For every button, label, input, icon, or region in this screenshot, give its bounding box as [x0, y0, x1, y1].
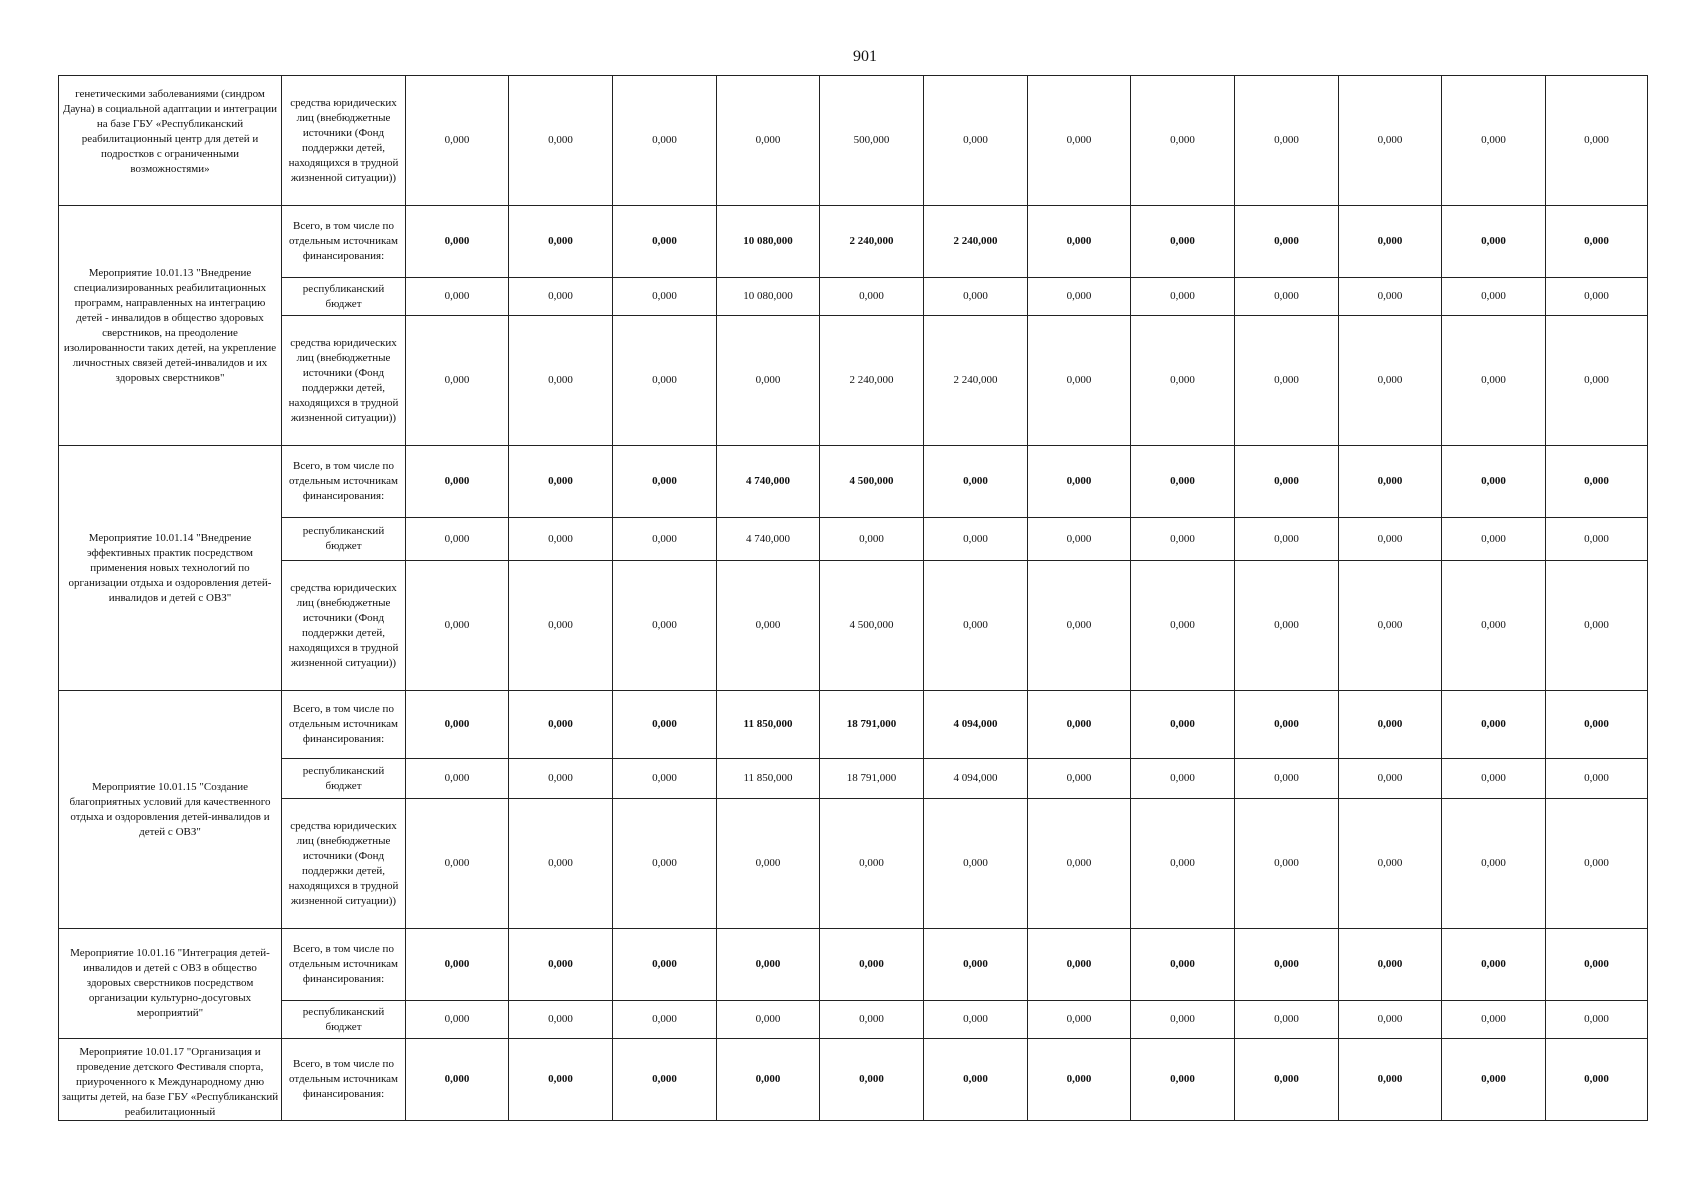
amount-cell: 0,000 [406, 929, 509, 1001]
amount-cell: 0,000 [1235, 759, 1339, 799]
amount-cell: 0,000 [1131, 1039, 1235, 1121]
amount-cell: 0,000 [1339, 76, 1442, 206]
table-row [59, 561, 1648, 691]
amount-cell: 0,000 [1546, 799, 1648, 929]
amount-cell: 0,000 [717, 929, 820, 1001]
amount-cell: 0,000 [1442, 278, 1546, 316]
amount-cell: 0,000 [1235, 278, 1339, 316]
amount-cell: 0,000 [613, 1039, 717, 1121]
amount-cell: 10 080,000 [717, 206, 820, 278]
funding-source: Всего, в том числе по отдельным источникам финансирования: [282, 929, 406, 1001]
table-row [59, 278, 1648, 316]
amount-cell: 0,000 [1442, 759, 1546, 799]
event-name-cell [59, 691, 282, 929]
amount-cell: 0,000 [1028, 278, 1131, 316]
amount-cell: 0,000 [1028, 316, 1131, 446]
amount-cell: 2 240,000 [820, 316, 924, 446]
amount-cell: 0,000 [1546, 278, 1648, 316]
amount-cell: 0,000 [406, 278, 509, 316]
amount-cell: 0,000 [509, 446, 613, 518]
amount-cell: 0,000 [1442, 691, 1546, 759]
amount-cell: 0,000 [1235, 518, 1339, 561]
amount-cell: 0,000 [406, 799, 509, 929]
amount-cell: 0,000 [613, 561, 717, 691]
amount-cell: 0,000 [613, 759, 717, 799]
amount-cell: 18 791,000 [820, 759, 924, 799]
amount-cell: 0,000 [717, 316, 820, 446]
amount-cell: 10 080,000 [717, 278, 820, 316]
amount-cell: 0,000 [1339, 691, 1442, 759]
funding-source: средства юридических лиц (внебюджетные источники (Фонд поддержки детей, находящихся в трудной жизненной ситуации)) [282, 76, 406, 206]
funding-source: Всего, в том числе по отдельным источникам финансирования: [282, 691, 406, 759]
amount-cell: 0,000 [717, 1039, 820, 1121]
event-name-cell [59, 446, 282, 691]
amount-cell: 0,000 [613, 316, 717, 446]
amount-cell: 0,000 [406, 446, 509, 518]
amount-cell: 0,000 [924, 799, 1028, 929]
amount-cell: 0,000 [509, 691, 613, 759]
amount-cell: 0,000 [1235, 691, 1339, 759]
amount-cell: 0,000 [1131, 561, 1235, 691]
amount-cell: 0,000 [1235, 316, 1339, 446]
amount-cell: 0,000 [1235, 1039, 1339, 1121]
amount-cell: 0,000 [1131, 206, 1235, 278]
amount-cell: 0,000 [1442, 929, 1546, 1001]
amount-cell: 0,000 [509, 799, 613, 929]
amount-cell: 0,000 [1235, 1001, 1339, 1039]
total-row [59, 446, 1648, 518]
amount-cell: 0,000 [1546, 446, 1648, 518]
amount-cell: 0,000 [613, 76, 717, 206]
amount-cell: 0,000 [613, 278, 717, 316]
amount-cell: 0,000 [613, 691, 717, 759]
event-name: Мероприятие 10.01.15 "Создание благоприятных условий для качественного отдыха и оздоровления детей-инвалидов и детей с ОВЗ" [69, 780, 271, 838]
amount-cell: 0,000 [1028, 759, 1131, 799]
event-name: Мероприятие 10.01.14 "Внедрение эффективных практик посредством применения новых технологий по организации отдыха и оздоровления детей-инвалидов и детей с ОВЗ" [68, 531, 272, 604]
amount-cell: 0,000 [1028, 1001, 1131, 1039]
amount-cell: 0,000 [1028, 206, 1131, 278]
amount-cell: 0,000 [717, 561, 820, 691]
amount-cell: 0,000 [1131, 518, 1235, 561]
event-name: генетическими заболеваниями (синдром Дауна) в социальной адаптации и интеграции на базе ГБУ «Республиканский реабилитационный центр для детей и подростков с ограниченными возможностями» [62, 87, 278, 175]
amount-cell: 0,000 [1028, 446, 1131, 518]
funding-source: республиканский бюджет [282, 1001, 406, 1039]
table-row [59, 76, 1648, 206]
event-name-cell [59, 76, 282, 206]
amount-cell: 0,000 [613, 929, 717, 1001]
funding-source: Всего, в том числе по отдельным источникам финансирования: [282, 446, 406, 518]
amount-cell: 4 740,000 [717, 446, 820, 518]
amount-cell: 0,000 [1442, 799, 1546, 929]
amount-cell: 0,000 [717, 76, 820, 206]
amount-cell: 0,000 [1442, 316, 1546, 446]
amount-cell: 0,000 [1339, 561, 1442, 691]
amount-cell: 0,000 [613, 799, 717, 929]
amount-cell: 18 791,000 [820, 691, 924, 759]
amount-cell: 0,000 [1339, 799, 1442, 929]
table-row [59, 799, 1648, 929]
amount-cell: 0,000 [1339, 206, 1442, 278]
amount-cell: 0,000 [924, 929, 1028, 1001]
event-name: Мероприятие 10.01.17 "Организация и проведение детского Фестиваля спорта, приуроченного к Международному дню защиты детей, на базе ГБУ «Республиканский реабилитационный [61, 1046, 279, 1118]
amount-cell: 0,000 [1546, 561, 1648, 691]
amount-cell: 4 094,000 [924, 691, 1028, 759]
amount-cell: 0,000 [406, 1001, 509, 1039]
amount-cell: 0,000 [1131, 76, 1235, 206]
amount-cell: 0,000 [820, 799, 924, 929]
amount-cell: 4 094,000 [924, 759, 1028, 799]
amount-cell: 0,000 [406, 316, 509, 446]
amount-cell: 0,000 [613, 518, 717, 561]
amount-cell: 0,000 [509, 206, 613, 278]
funding-source: Всего, в том числе по отдельным источникам финансирования: [282, 1039, 406, 1121]
amount-cell: 0,000 [406, 206, 509, 278]
amount-cell: 0,000 [613, 446, 717, 518]
amount-cell: 0,000 [1442, 518, 1546, 561]
amount-cell: 0,000 [509, 929, 613, 1001]
amount-cell: 0,000 [406, 76, 509, 206]
amount-cell: 0,000 [1339, 446, 1442, 518]
amount-cell: 0,000 [1131, 278, 1235, 316]
event-name: Мероприятие 10.01.16 "Интеграция детей-инвалидов и детей с ОВЗ в общество здоровых сверстников посредством организации культурно-досуговых мероприятий" [70, 947, 270, 1019]
amount-cell: 0,000 [1235, 561, 1339, 691]
amount-cell: 0,000 [820, 278, 924, 316]
amount-cell: 0,000 [1131, 316, 1235, 446]
funding-source: средства юридических лиц (внебюджетные источники (Фонд поддержки детей, находящихся в трудной жизненной ситуации)) [282, 799, 406, 929]
event-name-cell [59, 929, 282, 1039]
amount-cell: 0,000 [1131, 1001, 1235, 1039]
amount-cell: 0,000 [1546, 691, 1648, 759]
amount-cell: 0,000 [1235, 799, 1339, 929]
amount-cell: 4 740,000 [717, 518, 820, 561]
amount-cell: 0,000 [1131, 929, 1235, 1001]
total-row [59, 691, 1648, 759]
amount-cell: 0,000 [820, 1039, 924, 1121]
page-number: 901 [853, 48, 877, 65]
amount-cell: 0,000 [1442, 1001, 1546, 1039]
amount-cell: 500,000 [820, 76, 924, 206]
amount-cell: 0,000 [1028, 799, 1131, 929]
table-row [59, 1001, 1648, 1039]
amount-cell: 4 500,000 [820, 561, 924, 691]
amount-cell: 0,000 [1028, 1039, 1131, 1121]
amount-cell: 0,000 [924, 1039, 1028, 1121]
amount-cell: 0,000 [1339, 759, 1442, 799]
amount-cell: 0,000 [717, 799, 820, 929]
amount-cell: 0,000 [1235, 206, 1339, 278]
amount-cell: 0,000 [509, 561, 613, 691]
amount-cell: 0,000 [1442, 206, 1546, 278]
amount-cell: 0,000 [717, 1001, 820, 1039]
amount-cell: 0,000 [1339, 278, 1442, 316]
amount-cell: 0,000 [820, 1001, 924, 1039]
amount-cell: 0,000 [1028, 518, 1131, 561]
amount-cell: 0,000 [406, 561, 509, 691]
funding-source: республиканский бюджет [282, 518, 406, 561]
total-row [59, 1039, 1648, 1121]
amount-cell: 0,000 [1546, 929, 1648, 1001]
amount-cell: 0,000 [1339, 929, 1442, 1001]
amount-cell: 0,000 [1235, 446, 1339, 518]
amount-cell: 11 850,000 [717, 759, 820, 799]
amount-cell: 2 240,000 [820, 206, 924, 278]
event-name-cell [59, 1039, 282, 1121]
amount-cell: 0,000 [509, 1039, 613, 1121]
amount-cell: 0,000 [1028, 929, 1131, 1001]
amount-cell: 0,000 [509, 1001, 613, 1039]
amount-cell: 0,000 [1235, 929, 1339, 1001]
amount-cell: 0,000 [924, 1001, 1028, 1039]
amount-cell: 0,000 [924, 278, 1028, 316]
amount-cell: 2 240,000 [924, 206, 1028, 278]
amount-cell: 0,000 [1131, 691, 1235, 759]
amount-cell: 0,000 [924, 446, 1028, 518]
amount-cell: 0,000 [509, 316, 613, 446]
amount-cell: 0,000 [1028, 76, 1131, 206]
amount-cell: 0,000 [1546, 1039, 1648, 1121]
amount-cell: 0,000 [406, 1039, 509, 1121]
amount-cell: 0,000 [509, 518, 613, 561]
amount-cell: 2 240,000 [924, 316, 1028, 446]
amount-cell: 0,000 [509, 278, 613, 316]
funding-source: средства юридических лиц (внебюджетные источники (Фонд поддержки детей, находящихся в трудной жизненной ситуации)) [282, 561, 406, 691]
funding-source: средства юридических лиц (внебюджетные источники (Фонд поддержки детей, находящихся в трудной жизненной ситуации)) [282, 316, 406, 446]
funding-table [58, 75, 1648, 1121]
amount-cell: 0,000 [820, 929, 924, 1001]
amount-cell: 0,000 [1442, 561, 1546, 691]
amount-cell: 0,000 [613, 206, 717, 278]
amount-cell: 0,000 [820, 518, 924, 561]
amount-cell: 0,000 [1546, 759, 1648, 799]
event-name-cell [59, 206, 282, 446]
amount-cell: 0,000 [1442, 446, 1546, 518]
event-name: Мероприятие 10.01.13 "Внедрение специализированных реабилитационных программ, направленных на интеграцию детей - инвалидов в общество здоровых сверстников, на преодоление изолированности таких детей, на укрепление личностных связей детей-инвалидов и их здоровых сверстников" [63, 266, 277, 384]
amount-cell: 11 850,000 [717, 691, 820, 759]
amount-cell: 0,000 [509, 759, 613, 799]
amount-cell: 0,000 [1546, 316, 1648, 446]
amount-cell: 0,000 [1546, 76, 1648, 206]
funding-source: республиканский бюджет [282, 759, 406, 799]
amount-cell: 0,000 [1131, 446, 1235, 518]
amount-cell: 0,000 [1339, 316, 1442, 446]
amount-cell: 0,000 [1442, 76, 1546, 206]
table-row [59, 518, 1648, 561]
amount-cell: 0,000 [406, 759, 509, 799]
table-row [59, 759, 1648, 799]
amount-cell: 0,000 [1442, 1039, 1546, 1121]
amount-cell: 0,000 [1339, 1001, 1442, 1039]
total-row [59, 929, 1648, 1001]
amount-cell: 0,000 [1546, 206, 1648, 278]
funding-source: республиканский бюджет [282, 278, 406, 316]
amount-cell: 0,000 [613, 1001, 717, 1039]
amount-cell: 0,000 [1028, 691, 1131, 759]
amount-cell: 0,000 [509, 76, 613, 206]
amount-cell: 0,000 [1235, 76, 1339, 206]
amount-cell: 0,000 [1546, 518, 1648, 561]
table-row [59, 316, 1648, 446]
total-row [59, 206, 1648, 278]
amount-cell: 0,000 [406, 518, 509, 561]
amount-cell: 0,000 [924, 76, 1028, 206]
funding-source: Всего, в том числе по отдельным источникам финансирования: [282, 206, 406, 278]
amount-cell: 0,000 [1339, 518, 1442, 561]
amount-cell: 0,000 [1339, 1039, 1442, 1121]
amount-cell: 0,000 [1028, 561, 1131, 691]
amount-cell: 0,000 [924, 561, 1028, 691]
amount-cell: 0,000 [406, 691, 509, 759]
amount-cell: 4 500,000 [820, 446, 924, 518]
amount-cell: 0,000 [1546, 1001, 1648, 1039]
amount-cell: 0,000 [924, 518, 1028, 561]
amount-cell: 0,000 [1131, 799, 1235, 929]
amount-cell: 0,000 [1131, 759, 1235, 799]
